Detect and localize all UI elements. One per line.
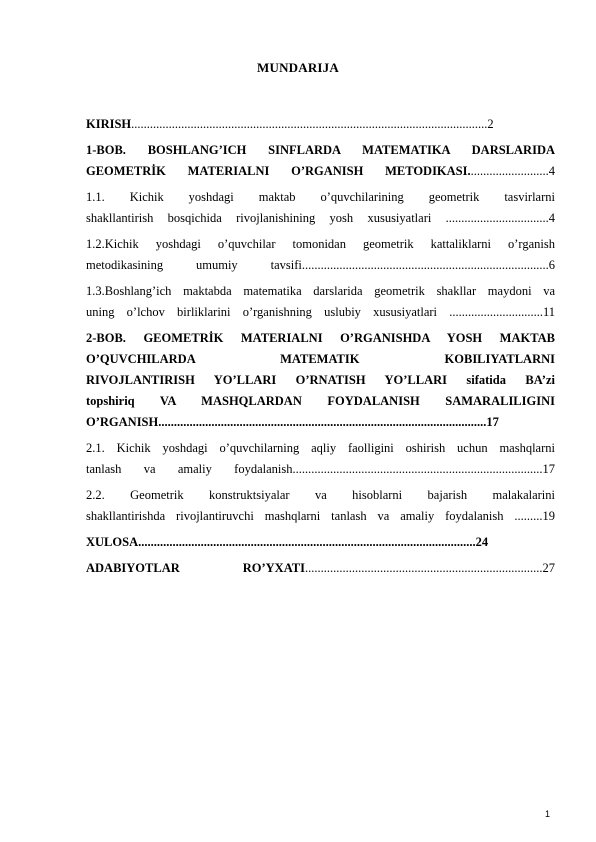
toc-entry-line: 1.3.Boshlang’ich maktabda matematika darslarida geometrik shakllar maydoni va [86,284,555,298]
toc-entry-title: XULOSA [86,535,139,549]
toc-entry-line: uning o’lchov birliklarini o’rganishning uslubiy xususiyatlari [86,305,450,319]
toc-entry-line: GEOMETRİK MATERIALNI O’RGANISH METODIKASI. [86,164,471,178]
toc-page-number: 6 [548,258,555,272]
toc-entry-1-1 [86,187,555,229]
toc-entry-line: 2.2. Geometrik konstruktsiyalar va hisoblarni bajarish malakalarini [86,488,555,502]
toc-entry-title: KIRISH [86,117,132,131]
toc-entry-2-2 [86,485,555,527]
toc-entry-2-1 [86,438,555,480]
toc-page-number: 4 [548,164,555,178]
toc-leader-dots: ......................................................................................................... [158,415,487,429]
toc-entry-kirish [86,114,555,135]
toc-page-number: 27 [542,561,555,575]
toc-entry-line: RIVOJLANTIRISH YO’LLARI O’RNATISH YO’LLARI sifatida BA’zi [86,373,555,387]
toc-entry-xulosa [86,532,555,553]
toc-page-number: 2 [487,117,494,131]
toc-page-number: 17 [542,462,555,476]
toc-entry-adabiyotlar [86,558,555,579]
toc-page-number: 24 [475,535,489,549]
toc-entry-1-3 [86,281,555,323]
toc-page-number: 11 [542,305,555,319]
toc-page-number: 19 [542,509,555,523]
toc-leader-dots: ............................................................................................................ [138,535,476,549]
table-of-contents [86,114,555,584]
toc-leader-dots: .................................................................................................................. [131,117,488,131]
toc-leader-dots: ................................. [445,211,549,225]
toc-leader-dots: ................................................................................ [292,462,543,476]
toc-entry-line: topshiriq VA MASHQLARDAN FOYDALANISH SAMARALILIGINI [86,394,555,408]
toc-entry-line: tanlash va amaliy foydalanish [86,462,293,476]
footer-page-number: 1 [544,809,550,819]
toc-entry-bob2 [86,328,555,433]
toc-entry-line: 2.1. Kichik yoshdagi o’quvchilarning aqliy faolligini oshirish uchun mashqlarni [86,441,555,455]
toc-entry-line: 2-BOB. GEOMETRİK MATERIALNI O’RGANISHDA YOSH MAKTAB [86,331,555,345]
toc-leader-dots: .............................. [449,305,543,319]
toc-entry-bob1 [86,140,555,182]
toc-entry-1-2 [86,234,555,276]
toc-leader-dots: ......................... [470,164,549,178]
toc-entry-line: metodikasining umumiy tavsifi [86,258,302,272]
toc-page-number: 17 [486,415,499,429]
page-title: MUNDARIJA [257,60,339,75]
toc-leader-dots: ............................................................................ [305,561,543,575]
toc-entry-line: 1.1. Kichik yoshdagi maktab o’quvchilarining geometrik tasvirlarni [86,190,555,204]
toc-entry-line: shakllantirishda rivojlantiruvchi mashqlarni tanlash va amaliy foydalanish [86,509,515,523]
toc-page-number: 4 [548,211,555,225]
toc-entry-line: shakllantirish bosqichida rivojlanishining yosh xususiyatlari [86,211,446,225]
toc-entry-line: O’QUVCHILARDA MATEMATIK KOBILIYATLARNI [86,352,555,366]
toc-entry-title: ADABIYOTLAR RO’YXATI [86,561,305,575]
toc-entry-line: 1.2.Kichik yoshdagi o’quvchilar tomonidan geometrik kattaliklarni o’rganish [86,237,555,251]
toc-leader-dots: ............................................................................... [301,258,549,272]
toc-leader-dots: ......... [514,509,543,523]
toc-entry-line: 1-BOB. BOSHLANG’ICH SINFLARDA MATEMATIKA DARSLARIDA [86,143,555,157]
toc-entry-line: O’RGANISH [86,415,159,429]
